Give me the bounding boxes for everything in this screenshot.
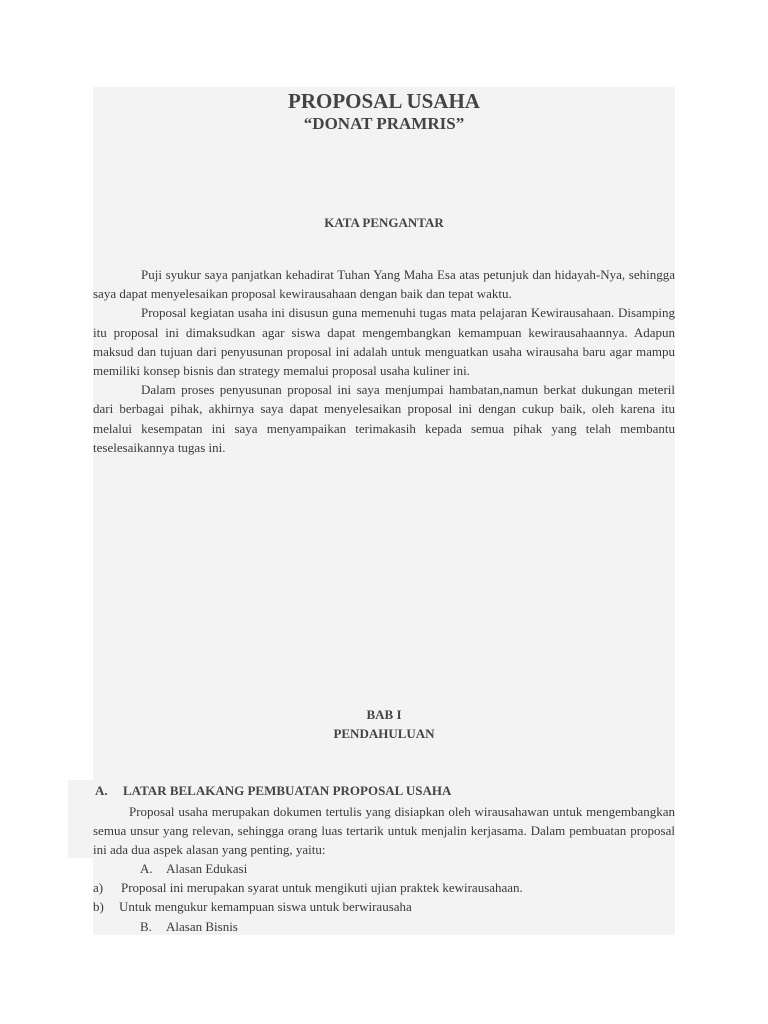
kata-pengantar-body — [93, 265, 675, 457]
list-marker: a) — [93, 880, 104, 895]
list-item-text: Proposal ini merupakan syarat untuk mengikuti ujian praktek kewirausahaan. — [121, 880, 523, 895]
section-paragraph: Proposal usaha merupakan dokumen tertulis yang disiapkan oleh wirausahawan untuk mengembangkan semua unsur yang relevan, sehingga orang luas tertarik untuk menjalin kerjasama. Dalam pembuatan proposal ini ada dua aspek alasan yang penting, yaitu: — [93, 804, 675, 858]
list-item — [93, 897, 412, 916]
list-item-text: Untuk mengukur kemampuan siswa untuk berwirausaha — [119, 899, 412, 914]
section-heading-text: LATAR BELAKANG PEMBUATAN PROPOSAL USAHA — [123, 783, 452, 798]
subsection-label: Alasan Edukasi — [166, 861, 248, 876]
list-item — [93, 878, 523, 897]
section-letter: A. — [95, 783, 108, 798]
subsection-bisnis — [140, 917, 238, 936]
subsection-label: Alasan Bisnis — [166, 919, 238, 934]
paragraph: Dalam proses penyusunan proposal ini saya menjumpai hambatan,namun berkat dukungan meteril dari berbagai pihak, akhirnya saya dapat menyelesaikan proposal ini dengan cukup baik, oleh karena itu melalui kesempatan ini saya menyampaikan terimakasih kepada semua pihak yang telah membantu teselesaikannya tugas ini. — [93, 382, 675, 455]
kata-pengantar-heading: KATA PENGANTAR — [324, 215, 444, 230]
document-subtitle: “DONAT PRAMRIS” — [303, 114, 465, 133]
page-margin-tab — [68, 780, 94, 858]
subsection-marker: A. — [140, 861, 153, 876]
paragraph: Puji syukur saya panjatkan kehadirat Tuhan Yang Maha Esa atas petunjuk dan hidayah-Nya, sehingga saya dapat menyelesaikan proposal kewirausahaan dengan baik dan tepat waktu. — [93, 267, 675, 302]
paragraph: Proposal kegiatan usaha ini disusun guna memenuhi tugas mata pelajaran Kewirausahaan. Disamping itu proposal ini dimaksudkan agar siswa dapat mengembangkan kemampuan kewirausahaannya. Adapun maksud dan tujuan dari penyusunan proposal ini adalah untuk menguatkan usaha wirausaha baru agar mampu memiliki konsep bisnis dan strategy memalui proposal usaha kuliner ini. — [93, 305, 675, 379]
document-title: PROPOSAL USAHA — [288, 89, 480, 113]
subsection-marker: B. — [140, 919, 152, 934]
chapter-number: BAB I — [366, 707, 402, 722]
list-marker: b) — [93, 899, 104, 914]
section-heading — [93, 783, 675, 799]
chapter-title: PENDAHULUAN — [333, 726, 435, 741]
subsection-edukasi — [140, 859, 247, 878]
